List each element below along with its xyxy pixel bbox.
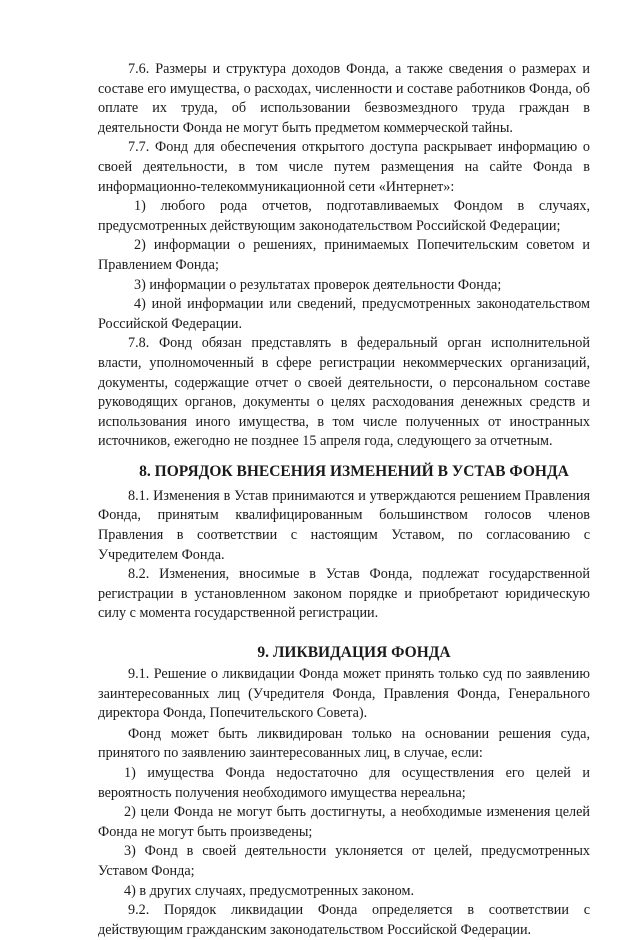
paragraph-7-7: 7.7. Фонд для обеспечения открытого доступа раскрывает информацию о своей деятельности, в том числе путем размещения на сайте Фонда в информационно-телекоммуникационной сети «Интернет»: xyxy=(98,139,590,195)
list-item: 2) цели Фонда не могут быть достигнуты, а необходимые изменения целей Фонда не могут быть произведены; xyxy=(98,804,590,840)
paragraph-7-6: 7.6. Размеры и структура доходов Фонда, а также сведения о размерах и составе его имущества, о расходах, численности и составе работников Фонда, об оплате их труда, об использовании безвозмездного труда граждан в деятельности Фонда не могут быть предметом коммерческой тайны. xyxy=(98,61,590,136)
paragraph-9-2: 9.2. Порядок ликвидации Фонда определяется в соответствии с действующим гражданским законодательством Российской Федерации. xyxy=(98,902,590,938)
list-item: 4) в других случаях, предусмотренных законом. xyxy=(124,882,415,899)
paragraph-7-8: 7.8. Фонд обязан представлять в федеральный орган исполнительной власти, уполномоченный в сфере регистрации некоммерческих организаций, документы, содержащие отчет о своей деятельности, о персональном составе руководящих органов, документы о целях расходования денежных средств и использования иного имущества, в том числе полученных от иностранных источников, ежегодно не позднее 15 апреля года, следующего за отчетным. xyxy=(98,335,590,450)
list-item: 1) любого рода отчетов, подготавливаемых Фондом в случаях, предусмотренных действующим законодательством Российской Федерации; xyxy=(98,198,590,234)
list-item: 3) информации о результатах проверок деятельности Фонда; xyxy=(134,276,502,293)
paragraph-8-1: 8.1. Изменения в Устав принимаются и утверждаются решением Правления Фонда, принятым квалифицированным большинством голосов членов Правления в соответствии с настоящим Уставом, по согласованию с Учредителем Фонда. xyxy=(98,487,590,563)
document-body xyxy=(98,60,590,940)
section-8-heading: 8. ПОРЯДОК ВНЕСЕНИЯ ИЗМЕНЕНИЙ В УСТАВ ФОНДА xyxy=(139,462,569,480)
list-item: 4) иной информации или сведений, предусмотренных законодательством Российской Федерации. xyxy=(98,296,590,332)
list-item: 2) информации о решениях, принимаемых Попечительским советом и Правлением Фонда; xyxy=(98,237,590,273)
paragraph-8-2: 8.2. Изменения, вносимые в Устав Фонда, подлежат государственной регистрации в установленном законом порядке и приобретают юридическую силу с момента государственной регистрации. xyxy=(98,566,590,622)
paragraph-9-1: 9.1. Решение о ликвидации Фонда может принять только суд по заявлению заинтересованных лиц (Учредителя Фонда, Правления Фонда, Генерального директора Фонда, Попечительского Совета). xyxy=(98,666,590,722)
section-9-heading: 9. ЛИКВИДАЦИЯ ФОНДА xyxy=(257,644,451,662)
list-item: 1) имущества Фонда недостаточно для осуществления его целей и вероятность получения необходимого имущества нереальна; xyxy=(98,765,590,801)
paragraph-liquidation-conditions: Фонд может быть ликвидирован только на основании решения суда, принятого по заявлению заинтересованных лиц, в случае, если: xyxy=(98,725,590,762)
list-item: 3) Фонд в своей деятельности уклоняется от целей, предусмотренных Уставом Фонда; xyxy=(98,843,590,879)
